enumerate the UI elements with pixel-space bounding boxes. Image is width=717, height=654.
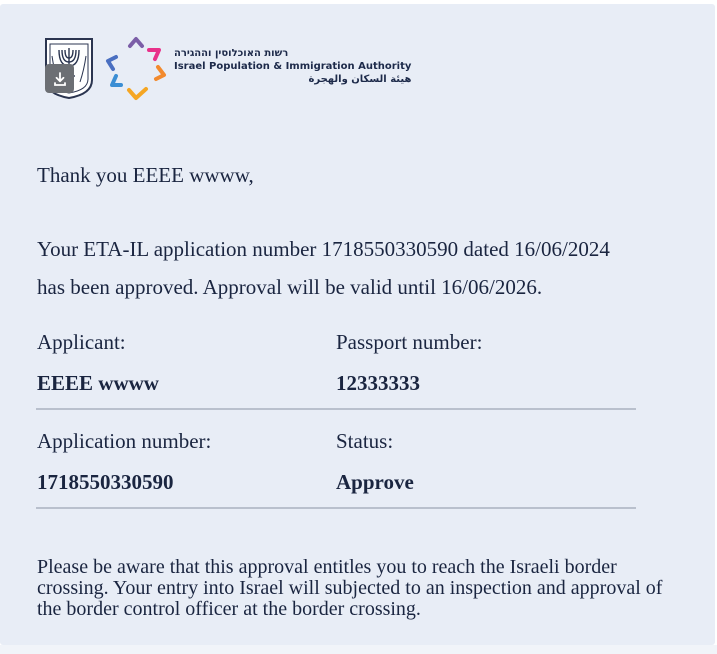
approval-message-line-1: Your ETA-IL application number 1718550330590 dated 16/06/2024 [37, 237, 610, 261]
download-icon [52, 71, 68, 87]
approval-message-line-2: has been approved. Approval will be valid until 16/06/2026. [37, 275, 543, 299]
download-button[interactable] [45, 64, 74, 93]
passport-number-label: Passport number: [336, 330, 483, 354]
applicant-value: EEEE wwww [37, 371, 159, 395]
authority-name-english: Israel Population & Immigration Authority [174, 61, 412, 72]
authority-name [174, 47, 411, 86]
application-number-label: Application number: [37, 429, 212, 453]
application-number-value: 1718550330590 [37, 470, 174, 494]
greeting: Thank you EEEE wwww, [37, 163, 254, 187]
authority-name-hebrew: רשות האוכלוסין וההגירה [174, 48, 289, 59]
authority-star-logo-icon [104, 34, 168, 104]
approval-notice: Please be aware that this approval entitles you to reach the Israeli border crossing. Your entry into Israel will subjected to an inspection and approval of the border control officer at the border crossing. [37, 556, 663, 620]
passport-number-value: 12333333 [336, 371, 420, 395]
status-value: Approve [336, 470, 414, 494]
applicant-label: Applicant: [37, 330, 126, 354]
divider [36, 507, 636, 509]
divider [36, 408, 636, 410]
status-label: Status: [336, 429, 394, 453]
authority-name-arabic: هيئة السكان والهجرة [308, 74, 412, 85]
approval-card [0, 4, 715, 645]
bottom-strip [0, 645, 717, 654]
